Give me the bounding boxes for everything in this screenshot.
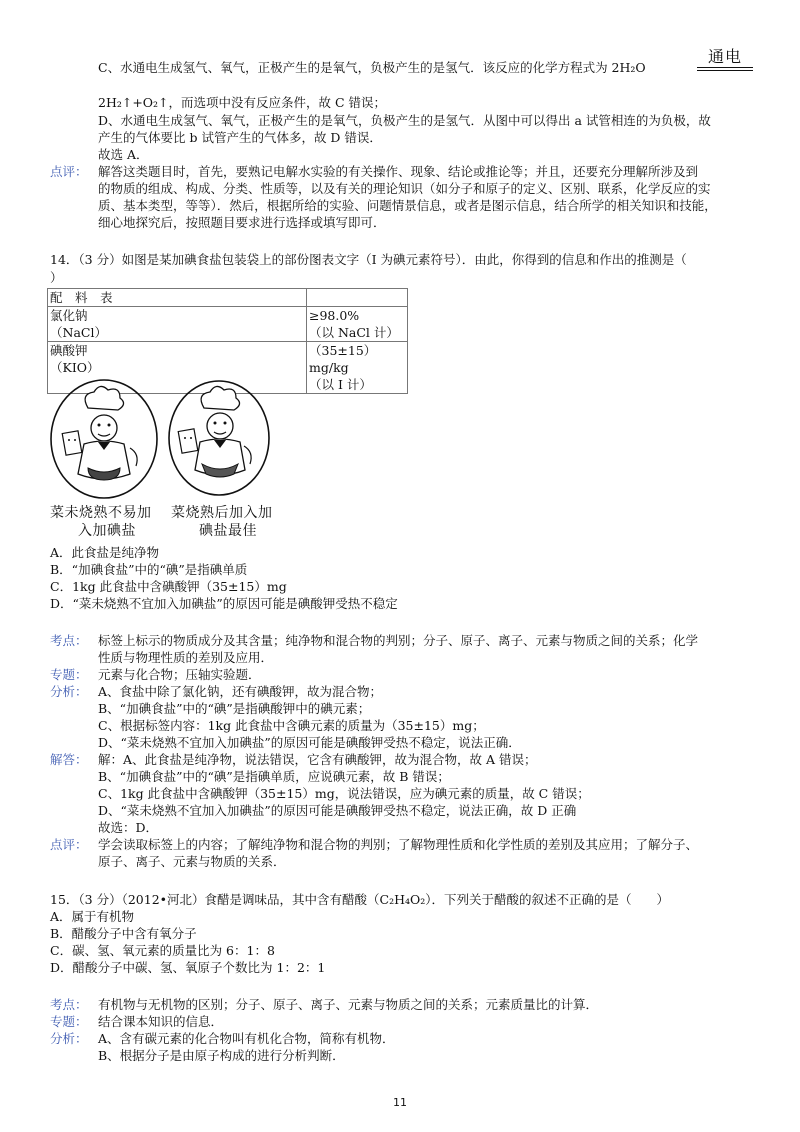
chef-cartoon-right xyxy=(166,378,272,498)
q14-option-b: B．“加碘食盐”中的“碘”是指碘单质 xyxy=(50,562,248,577)
q14-fenxi-line: D、“菜未烧熟不宜加入加碘盐”的原因可能是碘酸钾受热不稳定，说法正确． xyxy=(98,735,521,750)
q14-option-d: D．“菜未烧熟不宜加入加碘盐”的原因可能是碘酸钾受热不稳定 xyxy=(50,596,398,611)
q14-zhuanti: 元素与化合物；压轴实验题． xyxy=(98,667,261,682)
caption-line: 入加碘盐 xyxy=(78,523,136,539)
q14-fenxi-label: 分析： xyxy=(50,684,88,699)
ingredient-amount: ≥98.0% xyxy=(309,308,360,323)
ingredient-basis: （以 NaCl 计） xyxy=(309,325,399,340)
ingredient-amount: （35±15）mg/kg xyxy=(309,343,377,375)
q14-jieda-line: 解：A、此食盐是纯净物，说法错误，它含有碘酸钾，故为混合物，故 A 错误； xyxy=(98,752,537,767)
q15-fenxi-line: A、含有碳元素的化合物叫有机化合物，简称有机物． xyxy=(98,1031,395,1046)
caption-line: 菜未烧熟不易加 xyxy=(50,505,152,521)
page-number: 11 xyxy=(393,1096,407,1109)
q14-option-c: C．1kg 此食盐中含碘酸钾（35±15）mg xyxy=(50,579,287,594)
q13-option-c-line1: C、水通电生成氢气、氧气，正极产生的是氧气，负极产生的是氢气．该反应的化学方程式为 2H₂O xyxy=(98,60,646,75)
table-cell xyxy=(307,342,408,394)
q13-comment-line: 解答这类题目时，首先，要熟记电解水实验的有关操作、现象、结论或推论等；并且，还要充分理解所涉及到 xyxy=(98,164,699,179)
q14-stem-end: ） xyxy=(50,270,63,285)
q14-kaodian-label: 考点： xyxy=(50,633,88,648)
q15-option-c: C．碳、氢、氧元素的质量比为 6：1：8 xyxy=(50,943,275,958)
q14-dianping-line: 学会读取标签上的内容；了解纯净物和混合物的判别；了解物理性质和化学性质的差别及其应用；了解分子、 xyxy=(98,837,699,852)
caption-line: 菜烧熟后加入加 xyxy=(171,505,273,521)
q15-fenxi-label: 分析： xyxy=(50,1031,88,1046)
ingredient-name: 碘酸钾 xyxy=(50,343,88,358)
q14-option-a: A．此食盐是纯净物 xyxy=(50,545,160,560)
q14-stem: 14．（3 分）如图是某加碘食盐包装袋上的部份图表文字（I 为碘元素符号）．由此，你得到的信息和作出的推测是（ xyxy=(50,252,687,267)
q14-jieda-line: B、“加碘食盐”中的“碘”是指碘单质，应说碘元素，故 B 错误； xyxy=(98,769,450,784)
q13-comment-line: 质、基本类型，等等）．然后，根据所给的实验、问题情景信息，或者是图示信息，结合所学的相关知识和技能， xyxy=(98,198,717,213)
q14-fenxi-line: A、食盐中除了氯化钠，还有碘酸钾，故为混合物； xyxy=(98,684,383,699)
q15-zhuanti-label: 专题： xyxy=(50,1014,88,1029)
q15-option-d: D．醋酸分子中碳、氢、氧原子个数比为 1：2：1 xyxy=(50,960,326,975)
q15-option-a: A．属于有机物 xyxy=(50,909,135,924)
q14-kaodian-line: 标签上标示的物质成分及其含量；纯净物和混合物的判别；分子、原子、离子、元素与物质之间的关系；化学 xyxy=(98,633,699,648)
reaction-condition xyxy=(697,47,753,71)
q14-dianping-label: 点评： xyxy=(50,837,88,852)
ingredient-formula: （KIO） xyxy=(50,360,100,375)
ingredient-name: 氯化钠 xyxy=(50,308,88,323)
equation-bar-top xyxy=(697,67,753,68)
condition-text: 通电 xyxy=(707,47,742,66)
equation-bar-bottom xyxy=(697,70,753,71)
ingredient-basis: （以 I 计） xyxy=(309,377,372,392)
q14-jieda-line: D、“菜未烧熟不宜加入加碘盐”的原因可能是碘酸钾受热不稳定，说法正确，故 D 正确 xyxy=(98,803,577,818)
q13-comment-label: 点评： xyxy=(50,164,88,179)
cartoon-caption-right xyxy=(171,504,273,540)
ingredient-formula: （NaCl） xyxy=(50,325,107,340)
q14-dianping-line: 原子、离子、元素与物质的关系． xyxy=(98,854,286,869)
q14-jieda-line: 故选：D． xyxy=(98,820,159,835)
q15-zhuanti: 结合课本知识的信息． xyxy=(98,1014,224,1029)
q15-fenxi-line: B、根据分子是由原子构成的进行分析判断． xyxy=(98,1048,345,1063)
q14-jieda-label: 解答： xyxy=(50,752,88,767)
q13-option-c-line2: 2H₂↑+O₂↑，而选项中没有反应条件，故 C 错误； xyxy=(98,95,387,110)
q14-fenxi-line: B、“加碘食盐”中的“碘”是指碘酸钾中的碘元素； xyxy=(98,701,371,716)
q14-fenxi-line: C、根据标签内容：1kg 此食盐中含碘元素的质量为（35±15）mg； xyxy=(98,718,485,733)
table-header: 配 料 表 xyxy=(48,289,307,307)
q15-stem: 15．（3 分）（2012•河北）食醋是调味品，其中含有醋酸（C₂H₄O₂）．下列关于醋酸的叙述不正确的是（ ） xyxy=(50,892,670,907)
q13-comment-line: 细心地探究后，按照题目要求进行选择或填写即可． xyxy=(98,215,386,230)
q15-kaodian: 有机物与无机物的区别；分子、原子、离子、元素与物质之间的关系；元素质量比的计算． xyxy=(98,997,599,1012)
chef-cartoon-left xyxy=(48,378,160,500)
q14-kaodian-line: 性质与物理性质的差别及应用． xyxy=(98,650,274,665)
table-cell xyxy=(48,307,307,342)
cartoon-caption-left xyxy=(50,504,152,540)
q13-answer: 故选 A． xyxy=(98,147,149,162)
q15-kaodian-label: 考点： xyxy=(50,997,88,1012)
caption-line: 碘盐最佳 xyxy=(199,523,257,539)
q13-option-d-line1: D、水通电生成氢气、氧气，正极产生的是氧气，负极产生的是氢气．从图中可以得出 a 试管相连的为负极，故 xyxy=(98,113,711,128)
q14-jieda-line: C、1kg 此食盐中含碘酸钾（35±15）mg，说法错误，应为碘元素的质量，故 C 错误； xyxy=(98,786,590,801)
q15-option-b: B．醋酸分子中含有氧分子 xyxy=(50,926,197,941)
q13-option-d-line2: 产生的气体要比 b 试管产生的气体多，故 D 错误． xyxy=(98,130,382,145)
q14-zhuanti-label: 专题： xyxy=(50,667,88,682)
table-cell xyxy=(307,307,408,342)
q13-comment-line: 的物质的组成、构成、分类、性质等，以及有关的理论知识（如分子和原子的定义、区别、联系，化学反应的实 xyxy=(98,181,711,196)
